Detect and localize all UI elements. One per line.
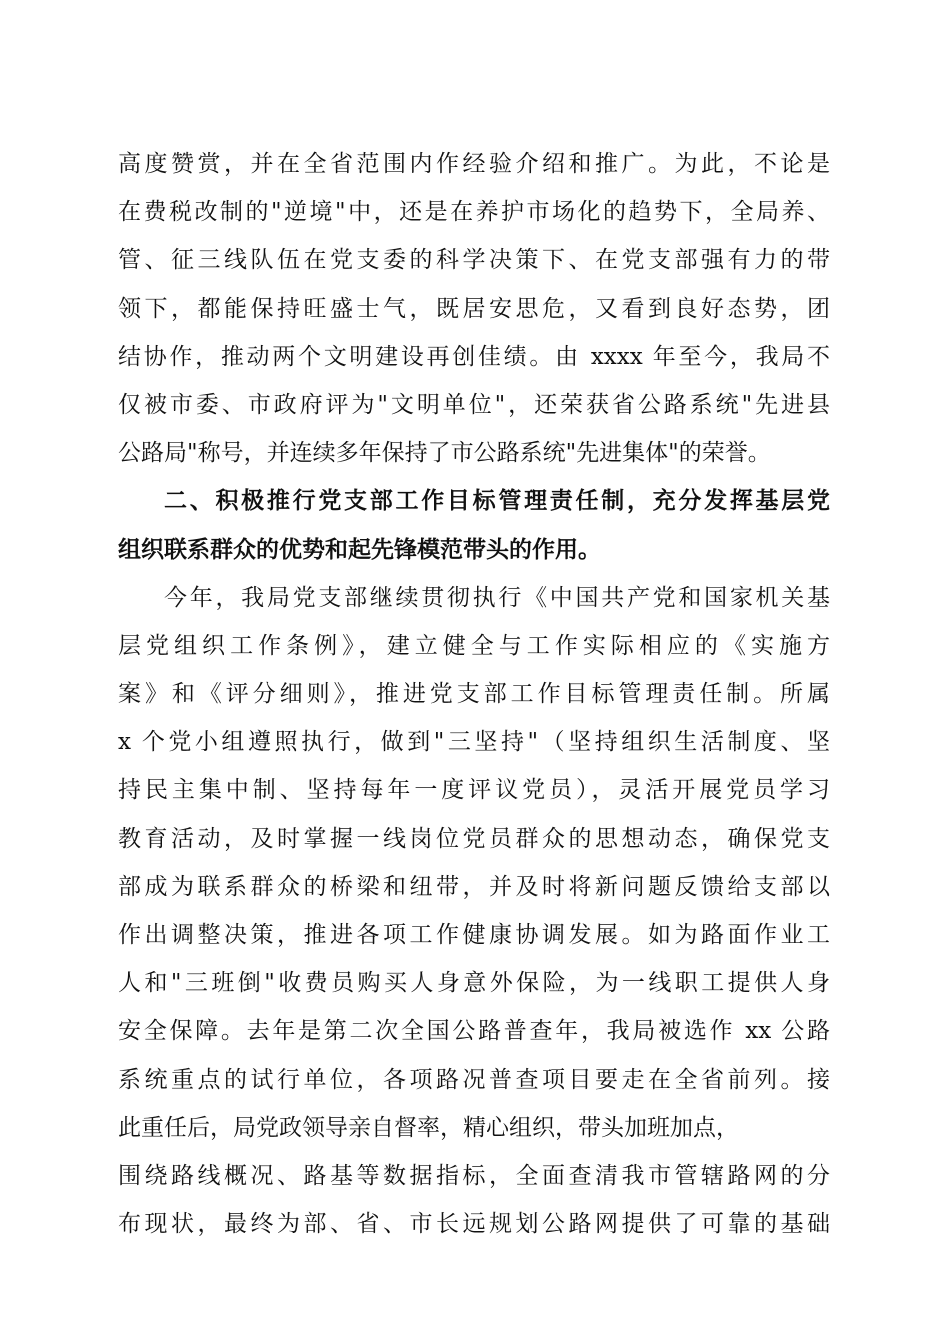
text-line: 仅被市委、市政府评为"文明单位"，还荣获省公路系统"先进县 bbox=[118, 391, 830, 418]
text-line: 系统重点的试行单位，各项路况普查项目要走在全省前列。接 bbox=[118, 1066, 830, 1093]
text-line: 层党组织工作条例》，建立健全与工作实际相应的《实施方 bbox=[118, 632, 830, 659]
text-line: 在费税改制的"逆境"中，还是在养护市场化的趋势下，全局养、 bbox=[118, 199, 830, 226]
section-heading bbox=[118, 477, 830, 573]
text-line: 作出调整决策，推进各项工作健康协调发展。如为路面作业工 bbox=[118, 922, 830, 948]
text-line: 布现状，最终为部、省、市长远规划公路网提供了可靠的基础 bbox=[118, 1211, 830, 1238]
paragraph-2 bbox=[118, 574, 830, 1249]
text-line: 安全保障。去年是第二次全国公路普查年，我局被选作 xx 公路 bbox=[118, 1018, 830, 1045]
text-line: 今年，我局党支部继续贯彻执行《中国共产党和国家机关基 bbox=[164, 584, 830, 611]
text-line: 部成为联系群众的桥梁和纽带，并及时将新问题反馈给支部以 bbox=[118, 873, 830, 900]
text-line: 围绕路线概况、路基等数据指标，全面查清我市管辖路网的分 bbox=[118, 1162, 830, 1189]
text-line: 管、征三线队伍在党支委的科学决策下、在党支部强有力的带 bbox=[118, 247, 830, 274]
text-line: 高度赞赏，并在全省范围内作经验介绍和推广。为此，不论是 bbox=[118, 151, 830, 177]
text-line: 公路局"称号，并连续多年保持了市公路系统"先进集体"的荣誉。 bbox=[118, 440, 771, 467]
text-line: 教育活动，及时掌握一线岗位党员群众的思想动态，确保党支 bbox=[118, 825, 830, 852]
text-line: 人和"三班倒"收费员购买人身意外保险，为一线职工提供人身 bbox=[118, 970, 830, 997]
text-line: 结协作，推动两个文明建设再创佳绩。由 xxxx 年至今，我局不 bbox=[118, 343, 830, 370]
heading-line: 组织联系群众的优势和起先锋模范带头的作用。 bbox=[118, 536, 601, 563]
text-line: 此重任后，局党政领导亲自督率，精心组织，带头加班加点， bbox=[118, 1114, 739, 1141]
text-line: 领下，都能保持旺盛士气，既居安思危，又看到良好态势，团 bbox=[118, 295, 830, 322]
document-body bbox=[118, 140, 830, 1248]
text-line: x 个党小组遵照执行，做到"三坚持"（坚持组织生活制度、坚 bbox=[118, 729, 830, 756]
text-line: 持民主集中制、坚持每年一度评议党员），灵活开展党员学习 bbox=[118, 777, 830, 804]
text-line: 案》和《评分细则》，推进党支部工作目标管理责任制。所属 bbox=[118, 681, 830, 708]
paragraph-1 bbox=[118, 140, 830, 477]
heading-line: 二、积极推行党支部工作目标管理责任制，充分发挥基层党 bbox=[164, 488, 830, 515]
